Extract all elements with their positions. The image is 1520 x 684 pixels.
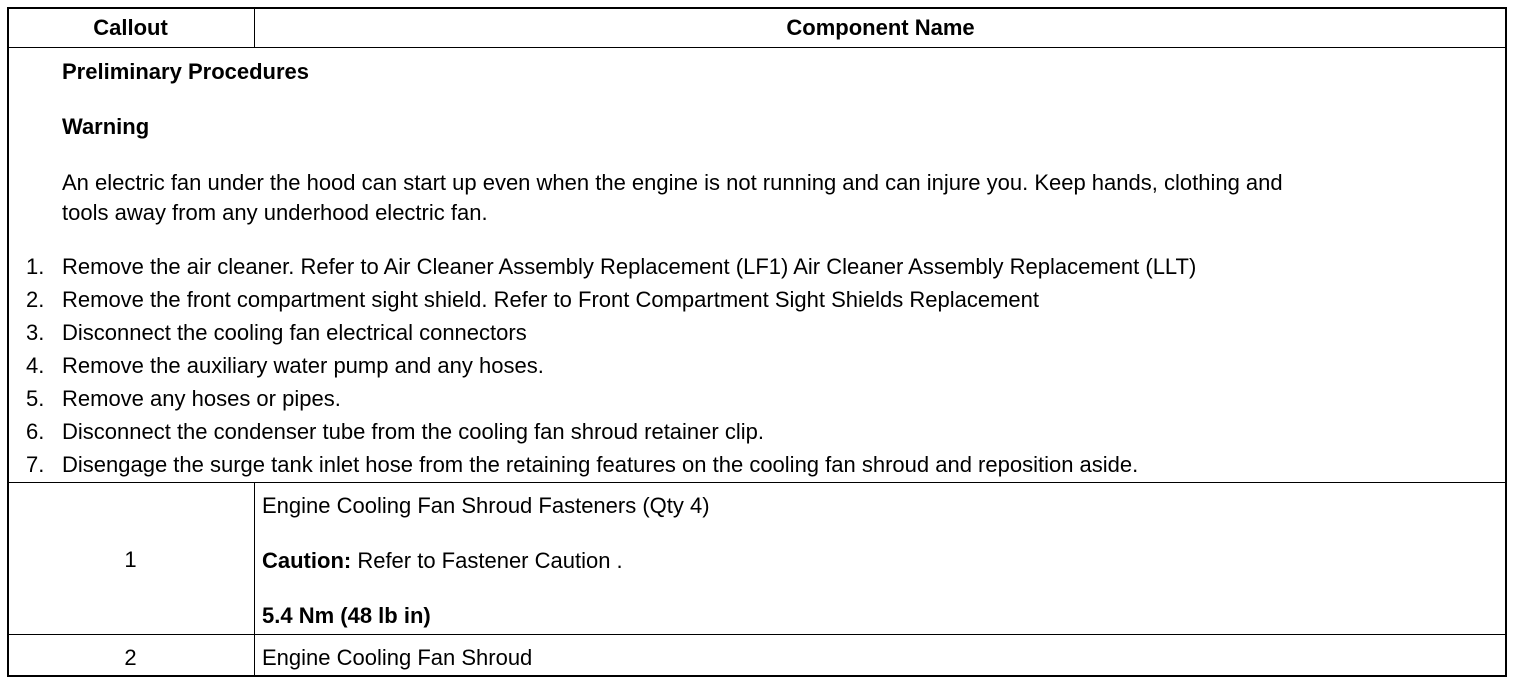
warning-text-line-2: tools away from any underhood electric fan. [62,200,488,225]
preliminary-steps-list [26,256,1196,487]
step-number: 2. [26,287,45,312]
torque-spec: 5.4 Nm (48 lb in) [262,603,431,628]
header-divider [7,47,1507,48]
list-item [26,421,1196,454]
step-text: Remove any hoses or pipes. [62,386,341,411]
component-name-1: Engine Cooling Fan Shroud Fasteners (Qty 4) [262,493,710,518]
step-text: Remove the air cleaner. Refer to Air Cleaner Assembly Replacement (LF1) Air Cleaner Assembly Replacement (LLT) [62,254,1197,279]
step-text: Remove the front compartment sight shield. Refer to Front Compartment Sight Shields Replacement [62,287,1040,312]
step-number: 5. [26,386,45,411]
step-number: 4. [26,353,45,378]
list-item [26,256,1196,289]
step-text: Remove the auxiliary water pump and any hoses. [62,353,544,378]
step-text: Disconnect the cooling fan electrical connectors [62,320,527,345]
step-number: 7. [26,452,45,477]
list-item [26,289,1196,322]
warning-text-line-1: An electric fan under the hood can start up even when the engine is not running and can injure you. Keep hands, clothing and [62,170,1283,195]
list-item [26,355,1196,388]
caution-text: Refer to Fastener Caution . [351,548,623,573]
list-item [26,388,1196,421]
list-item [26,454,1196,487]
component-name-2: Engine Cooling Fan Shroud [262,645,533,670]
rows-column-divider [254,482,255,677]
step-number: 1. [26,254,45,279]
preliminary-heading: Preliminary Procedures [62,59,310,84]
step-text: Disconnect the condenser tube from the cooling fan shroud retainer clip. [62,419,764,444]
row-divider [7,634,1507,635]
header-component-name: Component Name [786,15,975,40]
step-number: 3. [26,320,45,345]
header-callout: Callout [93,15,168,40]
caution-label: Caution: [262,548,352,573]
caution-note [262,550,623,572]
callout-1: 1 [124,547,137,572]
callout-2: 2 [124,645,137,670]
warning-title: Warning [62,114,150,139]
list-item [26,322,1196,355]
step-number: 6. [26,419,45,444]
step-text: Disengage the surge tank inlet hose from the retaining features on the cooling fan shroud and reposition aside. [62,452,1139,477]
